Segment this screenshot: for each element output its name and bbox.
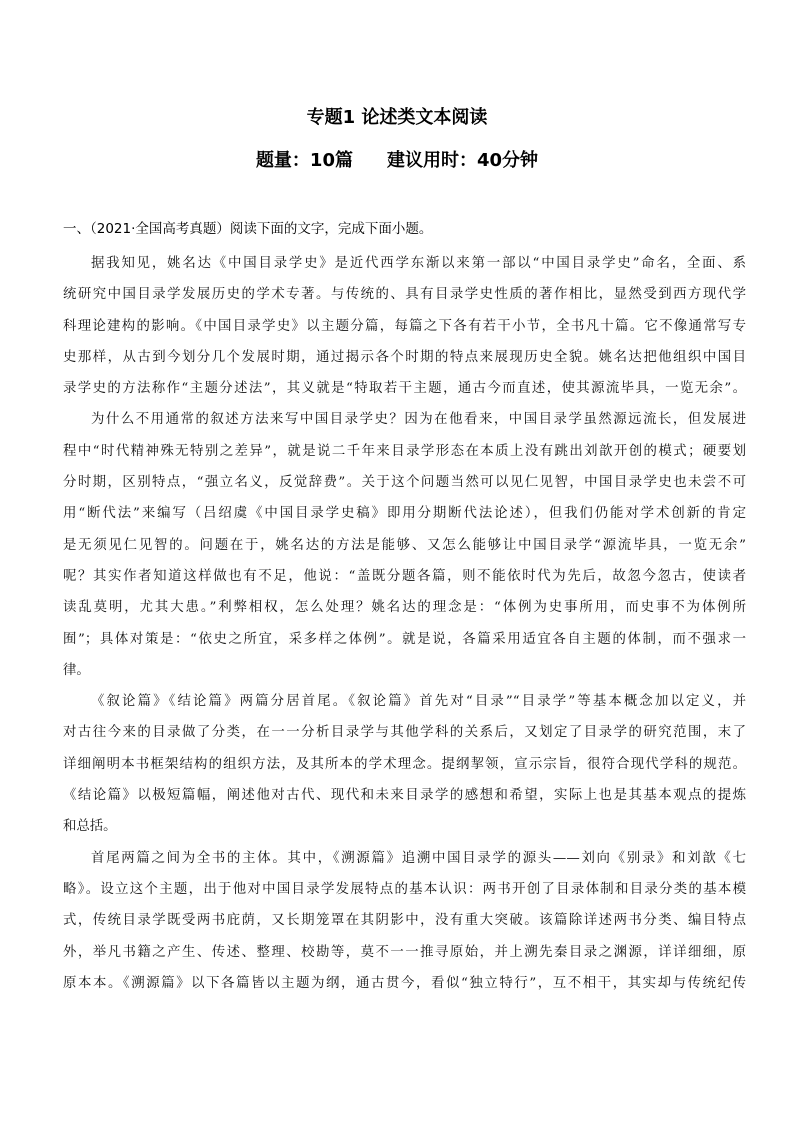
- text-line: 略》。设立这个主题，出于他对中国目录学发展特点的基本认识：两书开创了目录体制和目录分类的基本模: [63, 881, 746, 897]
- text-line: 是无须见仁见智的。问题在于，姚名达的方法是能够、又怎么能够让中国目录学“源流毕具，一览无余”: [63, 537, 746, 553]
- text-line: 首尾两篇之间为全书的主体。其中，《溯源篇》追溯中国目录学的源头——刘向《别录》和刘歆《七: [91, 850, 746, 866]
- text-line: 统研究中国目录学发展历史的学术专著。与传统的、具有目录学史性质的著作相比，显然受到西方现代学: [63, 287, 746, 303]
- text-line: 律。: [63, 662, 90, 678]
- text-line: 分时期，区别特点，“强立名义，反觉辞费”。关于这个问题当然可以见仁见智，中国目录学史也未尝不可: [63, 475, 746, 491]
- paragraph-1: [63, 248, 746, 404]
- text-line: 为什么不用通常的叙述方法来写中国目录学史？因为在他看来，中国目录学虽然源远流长，但发展进: [91, 412, 746, 428]
- paragraph-2: [63, 404, 746, 686]
- text-line: 用“断代法”来编写（吕绍虞《中国目录学史稿》即用分期断代法论述），但我们仍能对学术创新的肯定: [63, 506, 746, 522]
- text-line: 《结论篇》以极短篇幅，阐述他对古代、现代和未来目录学的感想和希望，实际上也是其基本观点的提炼: [63, 788, 746, 804]
- text-line: 据我知见，姚名达《中国目录学史》是近代西学东渐以来第一部以“中国目录学史”命名，全面、系: [91, 256, 746, 271]
- article-body: [63, 248, 746, 999]
- text-line: 外，举凡书籍之产生、传述、整理、校勘等，莫不一一推寻原始，并上溯先秦目录之渊源，详详细细，原: [63, 944, 746, 960]
- paragraph-4: [63, 843, 746, 999]
- document-title: 专题1 论述类文本阅读: [306, 107, 488, 128]
- text-line: 史那样，从古到今划分几个发展时期，通过揭示各个时期的特点来展现历史全貌。姚名达把他组织中国目: [63, 349, 746, 365]
- text-line: 对古往今来的目录做了分类，在一一分析目录学与其他学科的关系后，又划定了目录学的研究范围，末了: [63, 725, 746, 741]
- text-line: 呢？其实作者知道这样做也有不足，他说：“盖既分题各篇，则不能依时代为先后，故忽今忽古，使读者: [63, 568, 746, 584]
- text-line: 录学史的方法称作“主题分述法”，其义就是“特取若干主题，通古今而直述，使其源流毕具，一览无余”。: [63, 381, 746, 397]
- text-line: 程中“时代精神殊无特别之差异”，就是说二千年来目录学形态在本质上没有跳出刘歆开创的模式；硬要划: [63, 443, 746, 459]
- text-line: 和总括。: [63, 819, 117, 835]
- text-line: 《叙论篇》《结论篇》两篇分居首尾。《叙论篇》首先对“目录”“目录学”等基本概念加以定义，并: [91, 694, 746, 710]
- paragraph-3: [63, 686, 746, 842]
- text-line: 科理论建构的影响。《中国目录学史》以主题分篇，每篇之下各有若干小节，全书凡十篇。它不像通常写专: [63, 318, 746, 334]
- text-line: 囿”；具体对策是：“依史之所宜，采多样之体例”。就是说，各篇采用适宜各自主题的体制，而不强求一: [63, 631, 746, 647]
- question-quantity: 题量：10篇: [255, 150, 353, 171]
- text-line: 读乱莫明，尤其大患。”利弊相权，怎么处理？姚名达的理念是：“体例为史事所用，而史事不为体例所: [63, 600, 746, 616]
- text-line: 详细阐明本书框架结构的组织方法，及其所本的学术理念。提纲挈领，宣示宗旨，很符合现代学科的规范。: [63, 756, 746, 772]
- text-line: 式，传统目录学既受两书庇荫，又长期笼罩在其阴影中，没有重大突破。该篇除详述两书分类、编目特点: [63, 913, 746, 929]
- question-intro: 一、（2021·全国高考真题）阅读下面的文字，完成下面小题。: [63, 221, 433, 237]
- suggested-time: 建议用时：40分钟: [387, 150, 539, 171]
- document-subtitle: [0, 146, 794, 172]
- text-line: 原本本。《溯源篇》以下各篇皆以主题为纲，通古贯今，看似“独立特行”，互不相干，其实却与传统纪传: [63, 975, 746, 991]
